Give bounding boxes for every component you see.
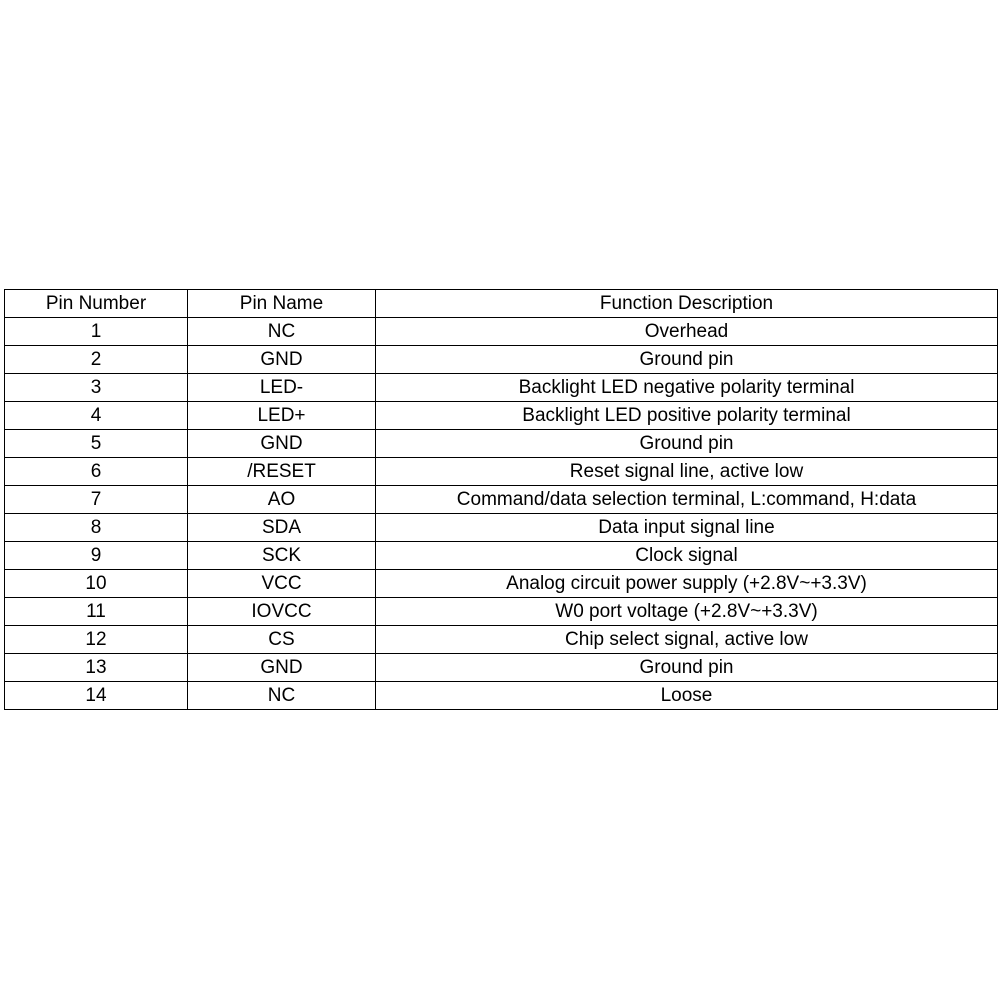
function-description-cell: W0 port voltage (+2.8V~+3.3V) [376,598,998,626]
pin-name-cell: LED- [188,374,376,402]
function-description-cell: Data input signal line [376,514,998,542]
function-description-cell: Analog circuit power supply (+2.8V~+3.3V) [376,570,998,598]
table-row [5,430,998,458]
pin-name-cell: GND [188,654,376,682]
table-row [5,654,998,682]
pin-number-cell: 8 [5,514,188,542]
table-header-row [5,290,998,318]
pin-number-cell: 11 [5,598,188,626]
pin-number-cell: 12 [5,626,188,654]
function-description-cell: Loose [376,682,998,710]
pin-name-cell: NC [188,682,376,710]
pin-name-cell: LED+ [188,402,376,430]
table-row [5,374,998,402]
function-description-cell: Reset signal line, active low [376,458,998,486]
function-description-cell: Backlight LED positive polarity terminal [376,402,998,430]
table-row [5,402,998,430]
header-pin-number: Pin Number [5,290,188,318]
pin-name-cell: /RESET [188,458,376,486]
table-row [5,626,998,654]
pin-name-cell: AO [188,486,376,514]
pin-number-cell: 3 [5,374,188,402]
table-row [5,346,998,374]
table-row [5,542,998,570]
pin-table [4,289,998,710]
pin-number-cell: 5 [5,430,188,458]
function-description-cell: Clock signal [376,542,998,570]
pin-number-cell: 14 [5,682,188,710]
pin-number-cell: 9 [5,542,188,570]
pin-name-cell: NC [188,318,376,346]
table-row [5,458,998,486]
pin-name-cell: CS [188,626,376,654]
table-row [5,682,998,710]
pin-number-cell: 13 [5,654,188,682]
header-function-description: Function Description [376,290,998,318]
pin-name-cell: IOVCC [188,598,376,626]
pin-name-cell: GND [188,346,376,374]
function-description-cell: Ground pin [376,346,998,374]
table-row [5,486,998,514]
table-row [5,598,998,626]
table-row [5,318,998,346]
pin-number-cell: 4 [5,402,188,430]
pin-number-cell: 7 [5,486,188,514]
pin-name-cell: GND [188,430,376,458]
pin-number-cell: 6 [5,458,188,486]
pin-name-cell: SDA [188,514,376,542]
pin-number-cell: 2 [5,346,188,374]
function-description-cell: Overhead [376,318,998,346]
pin-name-cell: SCK [188,542,376,570]
pin-number-cell: 10 [5,570,188,598]
function-description-cell: Backlight LED negative polarity terminal [376,374,998,402]
function-description-cell: Command/data selection terminal, L:command, H:data [376,486,998,514]
function-description-cell: Ground pin [376,654,998,682]
pin-number-cell: 1 [5,318,188,346]
pin-name-cell: VCC [188,570,376,598]
table-row [5,570,998,598]
header-pin-name: Pin Name [188,290,376,318]
function-description-cell: Chip select signal, active low [376,626,998,654]
table-row [5,514,998,542]
function-description-cell: Ground pin [376,430,998,458]
